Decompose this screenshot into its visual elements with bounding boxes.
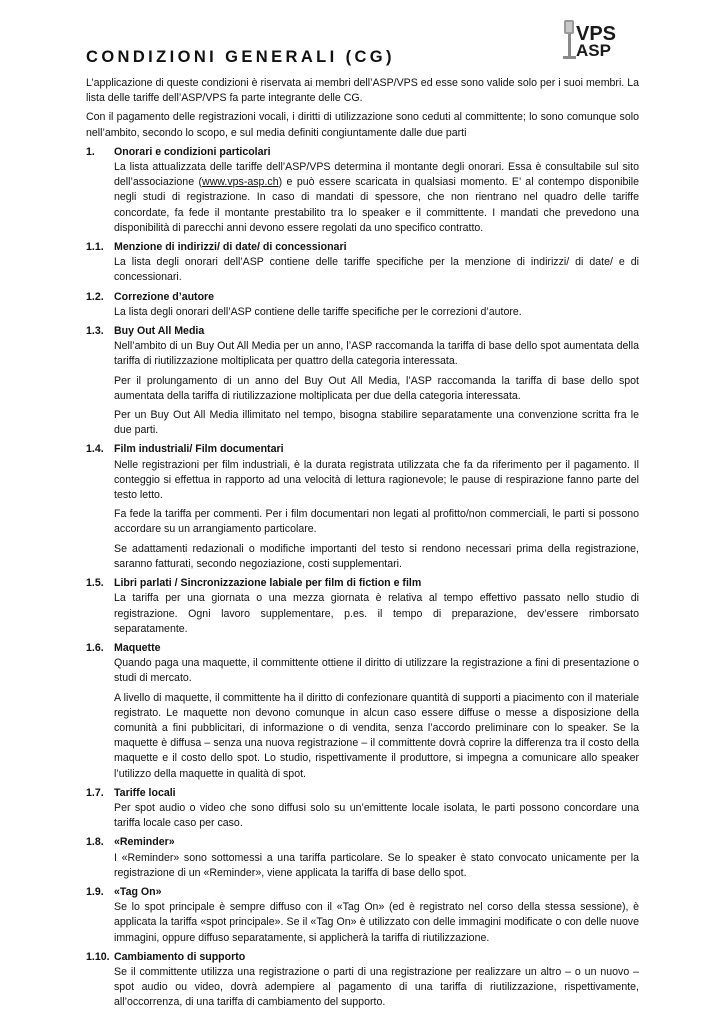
- section-heading: Film industriali/ Film documentari: [114, 443, 284, 456]
- section-heading: «Tag On»: [114, 885, 162, 898]
- section-number: 1.1.: [86, 241, 104, 254]
- section-paragraph: Nell’ambito di un Buy Out All Media per un anno, l’ASP raccomanda la tariffa di base dello spot aumentata della tariffa di riutilizzazione moltiplicata per quattro della categoria interessata.: [114, 340, 639, 368]
- section-paragraph: I «Reminder» sono sottomessi a una tariffa particolare. Se lo speaker è stato convocato unicamente per la registrazione di un «Reminder», viene applicata la tariffa di base dello spot.: [114, 851, 639, 879]
- section-paragraph: La lista degli onorari dell’ASP contiene delle tariffe specifiche per la menzione di indirizzi/ di date/ e di concessionari.: [114, 256, 639, 284]
- logo-text-asp: ASP: [576, 41, 611, 60]
- section-number: 1.7.: [86, 786, 104, 799]
- section-number: 1.6.: [86, 641, 104, 654]
- section-1-7: [86, 786, 639, 832]
- section-number: 1.: [86, 145, 95, 158]
- section-1-4: [86, 442, 639, 572]
- section-number: 1.2.: [86, 290, 104, 303]
- section-paragraph: Per un Buy Out All Media illimitato nel tempo, bisogna stabilire separatamente una convenzione scritta fra le due parti.: [114, 409, 639, 437]
- section-paragraph: Nelle registrazioni per film industriali, è la durata registrata utilizzata che fa da riferimento per il pagamento. Il conteggio si effettua in rapporto ad una velocità di lettura ragionevole; le pause di respirazione fanno parte del testo letto.: [114, 458, 639, 502]
- section-paragraph: Per il prolungamento di un anno del Buy Out All Media, l’ASP raccomanda la tariffa di base dello spot aumentata della tariffa di riutilizzazione moltiplicata per due della categoria interessata.: [114, 374, 639, 402]
- section-heading: Maquette: [114, 641, 161, 654]
- intro-paragraph: L’applicazione di queste condizioni è riservata ai membri dell’ASP/VPS ed esse sono valide solo per i suoi membri. La lista delle tariffe dell’ASP/VPS fa parte integrante delle CG.: [86, 77, 639, 105]
- section-heading: Libri parlati / Sincronizzazione labiale per film di fiction e film: [114, 577, 422, 590]
- section-1-2: [86, 290, 639, 320]
- section-1-8: [86, 835, 639, 881]
- section-paragraph: La tariffa per una giornata o una mezza giornata è relativa al tempo effettivo passato nello studio di registrazione. Ogni lavoro supplementare, p.es. il tempo di preparazione, dev’essere rimborsato separatamente.: [114, 592, 639, 635]
- section-number: 1.10.: [86, 950, 110, 963]
- section-number: 1.8.: [86, 836, 104, 849]
- document-body: [86, 76, 639, 1015]
- section-1-1: [86, 240, 639, 286]
- section-1-10: [86, 950, 639, 1011]
- section-heading: Menzione di indirizzi/ di date/ di concessionari: [114, 241, 347, 254]
- section-number: 1.9.: [86, 885, 104, 898]
- section-1-9: [86, 885, 639, 946]
- logo-text-vps: VPS: [576, 23, 617, 45]
- section-1-5: [86, 576, 639, 637]
- section-number: 1.4.: [86, 443, 104, 456]
- section-1-6: [86, 641, 639, 782]
- section-number: 1.5.: [86, 577, 104, 590]
- vps-asp-logo: [560, 18, 618, 66]
- intro-paragraph: Con il pagamento delle registrazioni vocali, i diritti di utilizzazione sono ceduti al committente; lo sono comunque solo nell’ambito, secondo lo scopo, e sul media definiti congiuntamente dalle due parti: [86, 111, 639, 139]
- section-number: 1.3.: [86, 325, 104, 338]
- section-paragraph: Se adattamenti redazionali o modifiche importanti del testo si rendono necessari prima della registrazione, saranno fatturati, secondo negoziazione, costi supplementari.: [114, 542, 639, 570]
- section-heading: «Reminder»: [114, 836, 175, 849]
- paragraph-text: La lista attualizzata delle tariffe dell’ASP/VPS determina il montante degli onorari. Essa è consultabile sul sito dell’associazione (: [114, 161, 639, 189]
- section-heading: Onorari e condizioni particolari: [114, 145, 271, 158]
- section-paragraph: Quando paga una maquette, il committente ottiene il diritto di utilizzare la registrazione a fini di presentazione o studi di mercato.: [114, 657, 639, 685]
- section-paragraph: Se il committente utilizza una registrazione o parti di una registrazione per realizzare un altro – o un nuovo – spot audio ou video, dovrà adempiere al pagamento di una tariffa di riutilizzazione, rispettivamente, all’occorrenza, di una tariffa di cambiamento del supporto.: [114, 965, 639, 1009]
- section-paragraph: [114, 160, 639, 236]
- section-heading: Tariffe locali: [114, 786, 176, 799]
- section-1: [86, 145, 639, 236]
- section-heading: Correzione d’autore: [114, 290, 215, 303]
- section-heading: Cambiamento di supporto: [114, 950, 246, 963]
- section-1-3: [86, 324, 639, 438]
- section-paragraph: A livello di maquette, il committente ha il diritto di confezionare quantità di supporti a piacimento con il materiale registrato. Le maquette non devono comunque in alcun caso essere diffuse o messe a disposizione della comunità a fini pubblicitari, di informazione o di vendita, senza l’accordo preliminare con lo speaker. Se la maquette è diffusa – senza una nuova registrazione – il committente dovrà coprire la differenza tra il costo della maquette e il costo dello spot. Lo studio, rispettivamente il produttore, si impegna a comunicare allo speaker l’utilizzo della maquette in qualità di spot.: [114, 691, 639, 780]
- section-paragraph: Fa fede la tariffa per commenti. Per i film documentari non legati al profitto/non commerciali, le parti si possono accordare su un arrangiamento particolare.: [114, 508, 639, 536]
- page-title: CONDIZIONI GENERALI (CG): [86, 48, 395, 66]
- section-paragraph: Se lo spot principale è sempre diffuso con il «Tag On» (ed è registrato nel corso della stessa sessione), è applicata la tariffa «spot principale». Se il «Tag On» è utilizzato con delle immagini modificate o con delle nuove immagini, oppure diffuso separatamente, si applicherà la tariffa di riutilizzazione.: [114, 901, 639, 944]
- association-website-link[interactable]: www.vps-asp.ch: [202, 176, 279, 189]
- section-paragraph: Per spot audio o video che sono diffusi solo su un’emittente locale isolata, le parti possono concordare una tariffa locale caso per caso.: [114, 801, 639, 830]
- section-paragraph: La lista degli onorari dell’ASP contiene delle tariffe specifiche per le correzioni d’autore.: [114, 305, 522, 318]
- paragraph-text: ) e può essere scaricata in qualsiasi momento. E’ al contempo disponibile negli studi di registrazione. In caso di mandati di spessore, che non rientrano nel quadro delle tariffe concordate, fa fede il montante prestabilito tra lo speaker e il committente. I mandati che prevedono una disponibilità di parecchi anni devono essere regolati da uno specifico contratto.: [114, 176, 639, 234]
- section-heading: Buy Out All Media: [114, 325, 205, 338]
